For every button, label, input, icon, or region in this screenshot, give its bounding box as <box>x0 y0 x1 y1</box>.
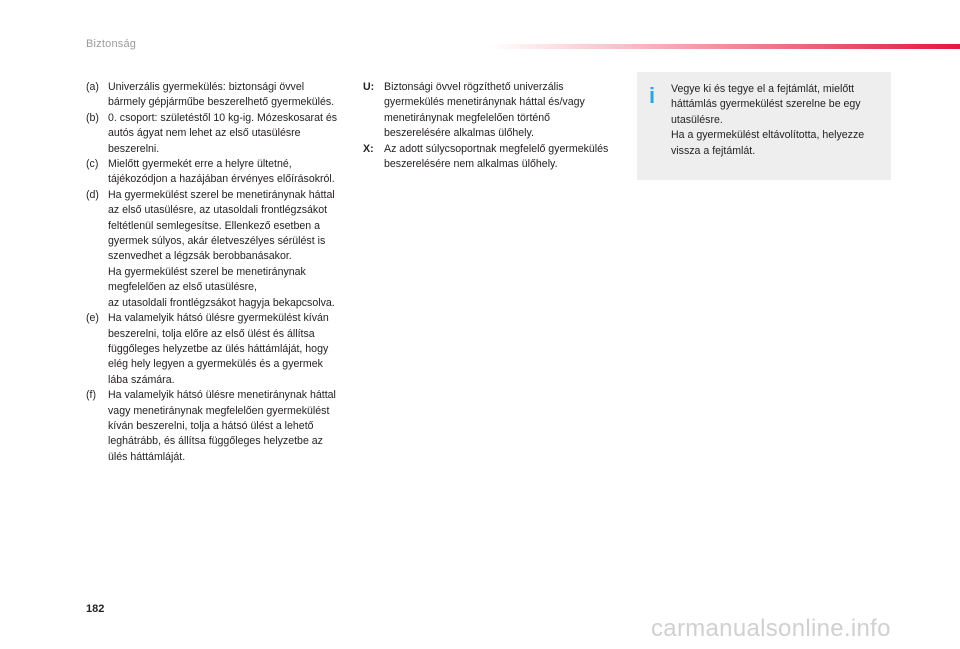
page-number: 182 <box>86 603 105 615</box>
watermark: carmanualsonline.info <box>651 615 891 642</box>
item-label: (a) <box>86 81 99 93</box>
note-line: Vegye ki és tegye el a fejtámlát, mielőtt háttámlás gyermekülést szerelne be egy utasülésre. <box>671 83 861 126</box>
item-label: (e) <box>86 312 99 325</box>
legend-text: Az adott súlycsoportnak megfelelő gyermekülés beszerelésére nem alkalmas ülőhely. <box>384 142 609 171</box>
list-item-f <box>86 388 344 465</box>
item-label: (b) <box>86 111 99 124</box>
item-label: (d) <box>86 188 99 201</box>
item-text: Ha gyermekülést szerel be menetiránynak háttal az első utasülésre, az utasoldali frontlégzsákot feltétlenül semlegesítse. Ellenkező esetben a gyermek súlyos, akár életveszélyes sérülést is szenvedhet a légzsák berobbanásakor. <box>108 188 335 263</box>
legend-label: X: <box>363 142 374 155</box>
middle-column <box>363 80 615 172</box>
legend-label: U: <box>363 81 375 93</box>
left-column <box>86 80 344 465</box>
legend-text: Biztonsági övvel rögzíthető univerzális gyermekülés menetiránynak háttal és/vagy menetiránynak megfelelően történő beszerelésére alkalmas ülőhely. <box>384 81 585 140</box>
header-accent-bar <box>490 44 960 49</box>
item-text: Ha gyermekülést szerel be menetiránynak megfelelően az első utasülésre, <box>108 265 306 294</box>
legend-item-u <box>363 80 615 142</box>
item-label: (f) <box>86 389 96 402</box>
item-text-block <box>108 188 344 311</box>
list-item-b <box>86 111 344 157</box>
note-text <box>671 82 883 159</box>
section-title: Biztonság <box>86 38 137 50</box>
list-item-c <box>86 157 344 188</box>
item-text: az utasoldali frontlégzsákot hagyja bekapcsolva. <box>108 296 335 309</box>
legend-item-x <box>363 142 615 173</box>
list-item-d <box>86 188 344 311</box>
item-text: Ha valamelyik hátsó ülésre menetiránynak háttal vagy menetiránynak megfelelően gyermekülést kíván beszerelni, tolja a hátsó ülést a lehető leghátrább, és állítsa függőleges helyzetbe az ülés háttámláját. <box>108 389 336 463</box>
item-text: Ha valamelyik hátsó ülésre gyermekülést kíván beszerelni, tolja előre az első ülést és állítsa függőleges helyzetbe az ülés háttámláját, hogy elég hely legyen a gyermekülés és a gyermek lába számára. <box>108 312 329 386</box>
info-icon: i <box>649 83 656 108</box>
item-text: Mielőtt gyermekét erre a helyre ültetné, tájékozódjon a hazájában érvényes előírásokról. <box>108 158 335 186</box>
list-item-e <box>86 311 344 388</box>
item-label: (c) <box>86 158 99 171</box>
item-text: 0. csoport: születéstől 10 kg-ig. Mózeskosarat és autós ágyat nem lehet az első utasülésre beszerelni. <box>108 111 338 155</box>
list-item-a <box>86 80 344 111</box>
item-text: Univerzális gyermekülés: biztonsági övvel bármely gépjárműbe beszerelhető gyermekülés. <box>108 81 335 109</box>
info-note-box <box>637 72 891 180</box>
note-line: Ha a gyermekülést eltávolította, helyezze vissza a fejtámlát. <box>671 129 865 157</box>
